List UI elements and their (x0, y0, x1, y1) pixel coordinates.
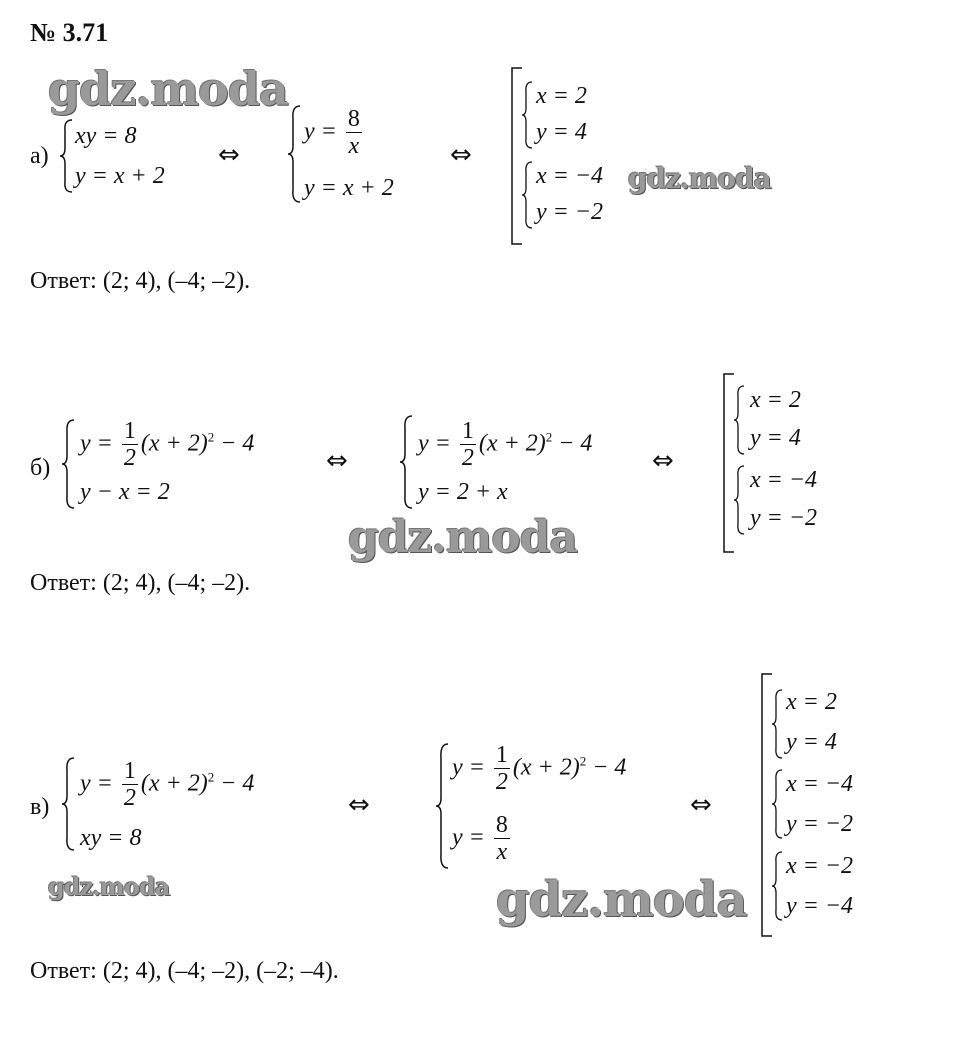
solution-bracket (724, 374, 734, 552)
watermark: gdz.moda (628, 162, 771, 195)
system-brace (288, 104, 302, 204)
system-brace (772, 768, 784, 840)
solution-y: y = 4 (786, 729, 837, 755)
watermark: gdz.moda (48, 872, 170, 901)
equivalence-arrow: ⇔ (652, 446, 674, 476)
equation: y = x + 2 (304, 175, 394, 201)
solution-x: x = 2 (750, 387, 801, 413)
solution-x: x = −4 (786, 771, 854, 797)
part-label: б) (30, 455, 51, 481)
watermark: gdz.moda (48, 62, 288, 116)
solution-bracket (762, 674, 772, 936)
equation: y = x + 2 (75, 163, 165, 189)
denominator: x (348, 133, 360, 160)
system-brace (522, 80, 534, 150)
solution-y: y = −4 (786, 893, 854, 919)
system-brace (734, 384, 746, 456)
system-brace (400, 414, 414, 510)
system-brace (62, 418, 76, 510)
equation: y − x = 2 (80, 479, 170, 505)
solution-y: y = 4 (536, 119, 587, 145)
equation: xy = 8 (75, 123, 137, 149)
solution-y: y = −2 (536, 199, 604, 225)
system-brace (436, 742, 450, 870)
numerator: 8 (347, 106, 360, 132)
part-label: а) (30, 143, 49, 169)
solution-x: x = −2 (786, 853, 854, 879)
solution-x: x = −4 (750, 467, 818, 493)
equation: xy = 8 (80, 825, 142, 851)
system-brace (772, 688, 784, 760)
system-brace (62, 756, 76, 852)
equation: y = $\frac{1}{2}$ $(x + 2)^2 - 4$ (80, 758, 255, 812)
solution-x: x = 2 (786, 689, 837, 715)
equation: y = $\frac{1}{2}$ $(x + 2)^2 - 4$ (80, 418, 255, 472)
watermark: gdz.moda (348, 512, 578, 563)
equivalence-arrow: ⇔ (326, 446, 348, 476)
solution-y: y = −2 (786, 811, 854, 837)
part-label: в) (30, 794, 50, 820)
equation: y = $\frac{1}{2}$ $(x + 2)^2 - 4$ (418, 418, 593, 472)
answer: Ответ: (2; 4), (–4; –2). (30, 268, 251, 294)
equation: y = $\frac{8}{x}$ (452, 812, 508, 866)
problem-number: № 3.71 (30, 18, 109, 47)
system-brace (60, 118, 74, 194)
equation: y = $\frac{1}{2}$ $(x + 2)^2 - 4$ (452, 742, 627, 796)
equation: y = 2 + x (418, 479, 508, 505)
equivalence-arrow: ⇔ (690, 790, 712, 820)
solution-y: y = −2 (750, 505, 818, 531)
answer: Ответ: (2; 4), (–4; –2). (30, 570, 251, 596)
solution-x: x = −4 (536, 163, 604, 189)
solution-x: x = 2 (536, 83, 587, 109)
system-brace (772, 850, 784, 922)
equation: y = $\frac{8}{x}$ (304, 106, 360, 160)
solution-bracket (512, 68, 522, 244)
watermark: gdz.moda (496, 872, 747, 928)
equivalence-arrow: ⇔ (218, 140, 240, 170)
equivalence-arrow: ⇔ (348, 790, 370, 820)
solution-y: y = 4 (750, 425, 801, 451)
system-brace (522, 160, 534, 230)
system-brace (734, 464, 746, 536)
answer: Ответ: (2; 4), (–4; –2), (–2; –4). (30, 958, 339, 984)
equivalence-arrow: ⇔ (450, 140, 472, 170)
